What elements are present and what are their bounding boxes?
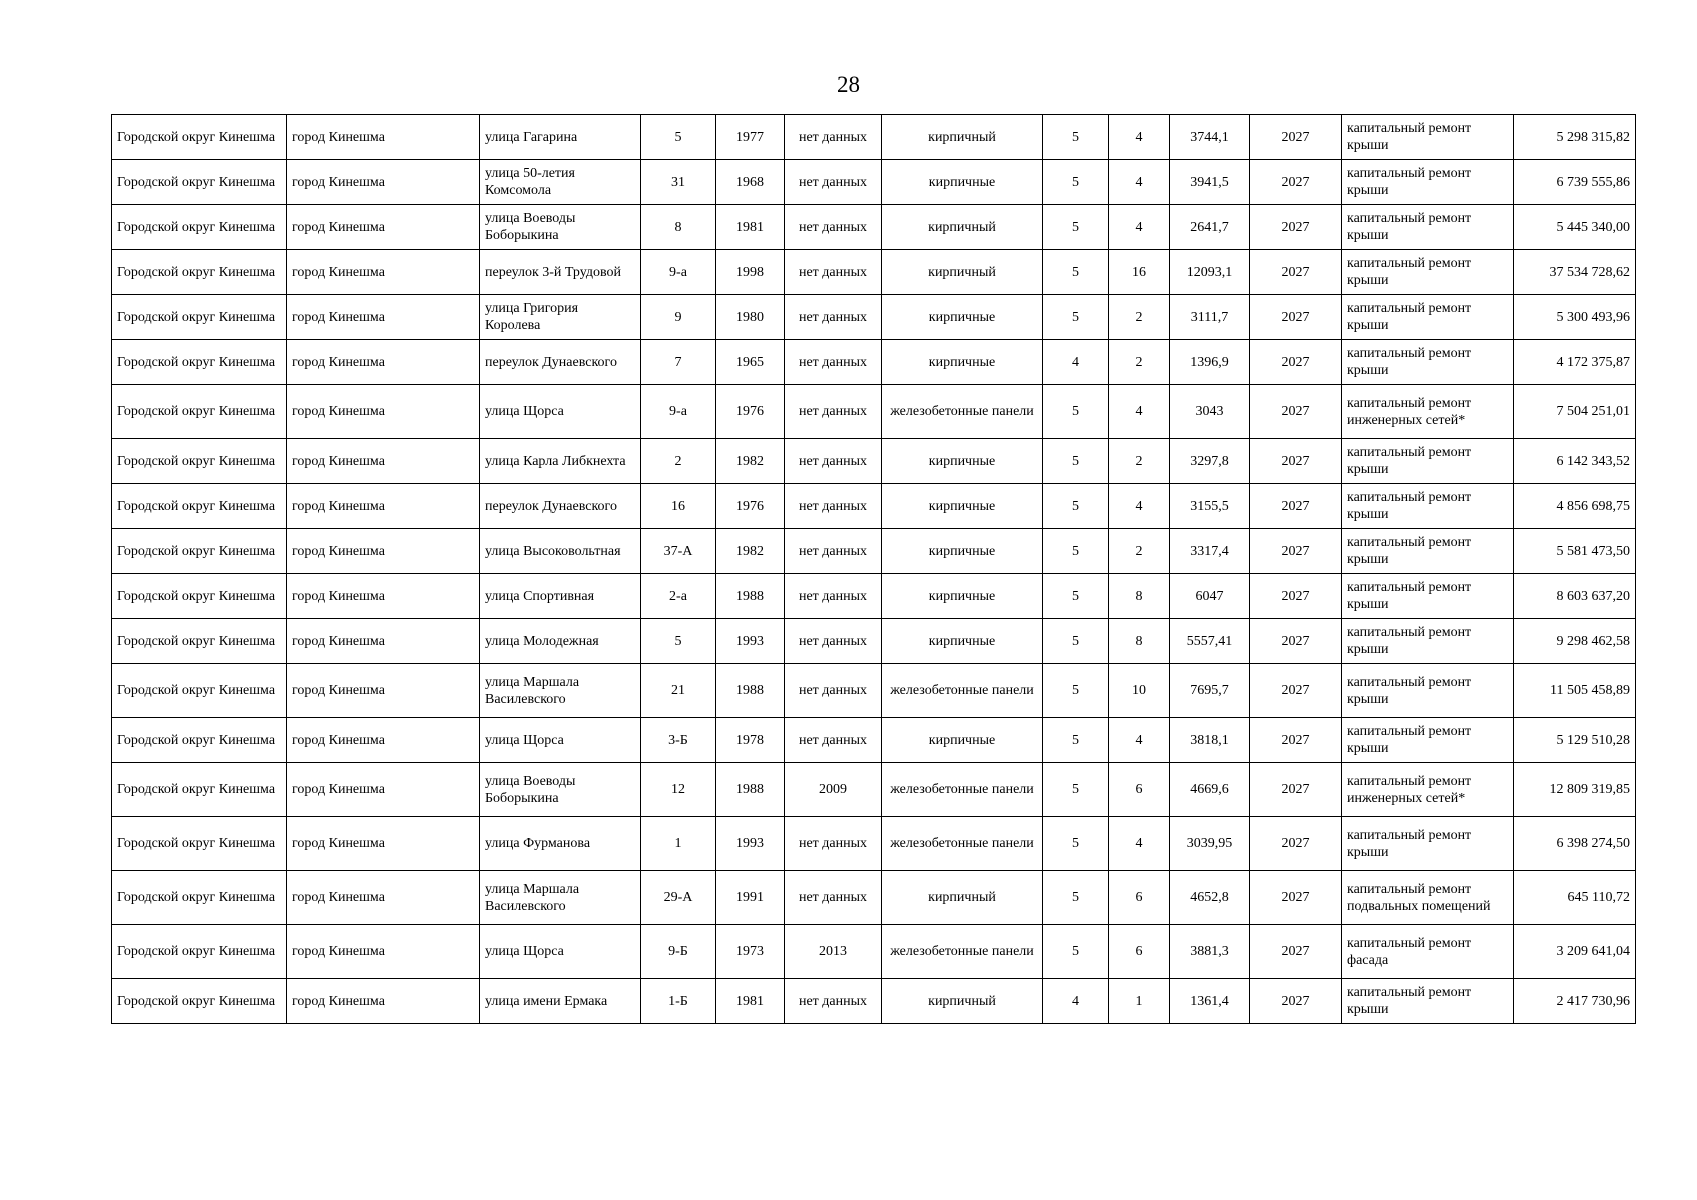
cell-area: 6047 — [1170, 574, 1250, 619]
cell-wall-material: кирпичные — [882, 160, 1043, 205]
table-row — [112, 979, 1636, 1024]
cell-okrug: Городской округ Кинешма — [112, 574, 287, 619]
cell-cost: 5 581 473,50 — [1514, 529, 1636, 574]
cell-house-number: 31 — [641, 160, 716, 205]
cell-plan-year: 2027 — [1250, 115, 1342, 160]
cell-house-number: 12 — [641, 763, 716, 817]
cell-okrug: Городской округ Кинешма — [112, 979, 287, 1024]
cell-year-overhaul: нет данных — [785, 340, 882, 385]
cell-cost: 4 172 375,87 — [1514, 340, 1636, 385]
cell-year-built: 1973 — [716, 925, 785, 979]
cell-year-built: 1978 — [716, 718, 785, 763]
cell-city: город Кинешма — [287, 385, 480, 439]
cell-wall-material: железобетонные панели — [882, 385, 1043, 439]
cell-city: город Кинешма — [287, 574, 480, 619]
cell-city: город Кинешма — [287, 295, 480, 340]
cell-okrug: Городской округ Кинешма — [112, 385, 287, 439]
cell-house-number: 1 — [641, 817, 716, 871]
cell-entrances: 8 — [1109, 619, 1170, 664]
cell-wall-material: кирпичный — [882, 205, 1043, 250]
cell-area: 1361,4 — [1170, 979, 1250, 1024]
table-row — [112, 763, 1636, 817]
cell-floors: 5 — [1043, 529, 1109, 574]
cell-wall-material: кирпичные — [882, 295, 1043, 340]
cell-year-built: 1991 — [716, 871, 785, 925]
cell-year-overhaul: нет данных — [785, 817, 882, 871]
cell-city: город Кинешма — [287, 979, 480, 1024]
cell-house-number: 9-а — [641, 385, 716, 439]
cell-city: город Кинешма — [287, 250, 480, 295]
table-row — [112, 529, 1636, 574]
page-number: 28 — [837, 72, 860, 97]
cell-year-built: 1993 — [716, 817, 785, 871]
cell-floors: 5 — [1043, 718, 1109, 763]
cell-house-number: 2 — [641, 439, 716, 484]
table-row — [112, 484, 1636, 529]
cell-work-type: капитальный ремонт крыши — [1342, 619, 1514, 664]
cell-city: город Кинешма — [287, 160, 480, 205]
cell-year-built: 1993 — [716, 619, 785, 664]
cell-city: город Кинешма — [287, 115, 480, 160]
cell-street: переулок Дунаевского — [480, 484, 641, 529]
cell-house-number: 5 — [641, 115, 716, 160]
cell-city: город Кинешма — [287, 484, 480, 529]
cell-street: улица Щорса — [480, 925, 641, 979]
cell-city: город Кинешма — [287, 619, 480, 664]
cell-cost: 5 445 340,00 — [1514, 205, 1636, 250]
cell-street: улица Спортивная — [480, 574, 641, 619]
cell-wall-material: кирпичный — [882, 979, 1043, 1024]
cell-work-type: капитальный ремонт подвальных помещений — [1342, 871, 1514, 925]
cell-house-number: 21 — [641, 664, 716, 718]
cell-cost: 645 110,72 — [1514, 871, 1636, 925]
cell-year-overhaul: нет данных — [785, 529, 882, 574]
table-row — [112, 160, 1636, 205]
cell-house-number: 9 — [641, 295, 716, 340]
cell-entrances: 4 — [1109, 160, 1170, 205]
cell-cost: 6 398 274,50 — [1514, 817, 1636, 871]
cell-year-overhaul: нет данных — [785, 160, 882, 205]
cell-work-type: капитальный ремонт крыши — [1342, 718, 1514, 763]
cell-plan-year: 2027 — [1250, 763, 1342, 817]
cell-floors: 5 — [1043, 871, 1109, 925]
cell-year-overhaul: нет данных — [785, 484, 882, 529]
cell-wall-material: кирпичные — [882, 439, 1043, 484]
cell-year-built: 1982 — [716, 529, 785, 574]
cell-okrug: Городской округ Кинешма — [112, 484, 287, 529]
cell-floors: 5 — [1043, 439, 1109, 484]
cell-street: улица Григория Королева — [480, 295, 641, 340]
cell-street: улица 50-летия Комсомола — [480, 160, 641, 205]
cell-area: 3155,5 — [1170, 484, 1250, 529]
cell-wall-material: кирпичные — [882, 340, 1043, 385]
cell-year-built: 1988 — [716, 664, 785, 718]
cell-plan-year: 2027 — [1250, 160, 1342, 205]
cell-year-built: 1982 — [716, 439, 785, 484]
cell-wall-material: железобетонные панели — [882, 763, 1043, 817]
cell-wall-material: кирпичный — [882, 250, 1043, 295]
cell-floors: 5 — [1043, 664, 1109, 718]
cell-street: улица Фурманова — [480, 817, 641, 871]
cell-street: улица Щорса — [480, 718, 641, 763]
cell-wall-material: железобетонные панели — [882, 664, 1043, 718]
table-row — [112, 385, 1636, 439]
cell-work-type: капитальный ремонт крыши — [1342, 160, 1514, 205]
cell-floors: 5 — [1043, 817, 1109, 871]
cell-house-number: 16 — [641, 484, 716, 529]
cell-work-type: капитальный ремонт инженерных сетей* — [1342, 385, 1514, 439]
cell-work-type: капитальный ремонт крыши — [1342, 529, 1514, 574]
cell-year-built: 1976 — [716, 385, 785, 439]
cell-entrances: 4 — [1109, 115, 1170, 160]
cell-street: улица Воеводы Боборыкина — [480, 763, 641, 817]
cell-cost: 2 417 730,96 — [1514, 979, 1636, 1024]
cell-entrances: 4 — [1109, 205, 1170, 250]
cell-year-overhaul: нет данных — [785, 574, 882, 619]
cell-area: 1396,9 — [1170, 340, 1250, 385]
cell-house-number: 2-а — [641, 574, 716, 619]
cell-plan-year: 2027 — [1250, 574, 1342, 619]
cell-wall-material: кирпичный — [882, 115, 1043, 160]
cell-street: улица Гагарина — [480, 115, 641, 160]
cell-work-type: капитальный ремонт крыши — [1342, 115, 1514, 160]
cell-work-type: капитальный ремонт крыши — [1342, 340, 1514, 385]
cell-work-type: капитальный ремонт крыши — [1342, 817, 1514, 871]
cell-year-overhaul: 2009 — [785, 763, 882, 817]
cell-street: улица Маршала Василевского — [480, 664, 641, 718]
cell-plan-year: 2027 — [1250, 439, 1342, 484]
cell-house-number: 5 — [641, 619, 716, 664]
cell-floors: 5 — [1043, 160, 1109, 205]
cell-year-built: 1981 — [716, 979, 785, 1024]
cell-area: 3881,3 — [1170, 925, 1250, 979]
cell-area: 7695,7 — [1170, 664, 1250, 718]
cell-year-overhaul: нет данных — [785, 250, 882, 295]
cell-work-type: капитальный ремонт крыши — [1342, 439, 1514, 484]
cell-street: улица Молодежная — [480, 619, 641, 664]
cell-street: улица Маршала Василевского — [480, 871, 641, 925]
cell-entrances: 10 — [1109, 664, 1170, 718]
cell-house-number: 9-Б — [641, 925, 716, 979]
cell-area: 12093,1 — [1170, 250, 1250, 295]
cell-year-built: 1976 — [716, 484, 785, 529]
cell-floors: 5 — [1043, 619, 1109, 664]
cell-house-number: 7 — [641, 340, 716, 385]
housing-registry-table — [111, 114, 1636, 1024]
cell-entrances: 2 — [1109, 439, 1170, 484]
cell-plan-year: 2027 — [1250, 484, 1342, 529]
cell-floors: 5 — [1043, 250, 1109, 295]
cell-plan-year: 2027 — [1250, 979, 1342, 1024]
cell-entrances: 4 — [1109, 385, 1170, 439]
cell-area: 4669,6 — [1170, 763, 1250, 817]
cell-area: 3317,4 — [1170, 529, 1250, 574]
cell-house-number: 8 — [641, 205, 716, 250]
cell-street: улица Щорса — [480, 385, 641, 439]
cell-floors: 5 — [1043, 763, 1109, 817]
cell-okrug: Городской округ Кинешма — [112, 250, 287, 295]
cell-house-number: 1-Б — [641, 979, 716, 1024]
cell-plan-year: 2027 — [1250, 619, 1342, 664]
cell-floors: 4 — [1043, 340, 1109, 385]
cell-plan-year: 2027 — [1250, 871, 1342, 925]
cell-cost: 5 298 315,82 — [1514, 115, 1636, 160]
cell-wall-material: кирпичный — [882, 871, 1043, 925]
cell-okrug: Городской округ Кинешма — [112, 439, 287, 484]
cell-work-type: капитальный ремонт крыши — [1342, 664, 1514, 718]
cell-cost: 9 298 462,58 — [1514, 619, 1636, 664]
cell-work-type: капитальный ремонт крыши — [1342, 295, 1514, 340]
cell-street: улица Карла Либкнехта — [480, 439, 641, 484]
cell-street: улица Высоковольтная — [480, 529, 641, 574]
cell-wall-material: кирпичные — [882, 529, 1043, 574]
cell-house-number: 3-Б — [641, 718, 716, 763]
cell-floors: 5 — [1043, 574, 1109, 619]
cell-cost: 6 739 555,86 — [1514, 160, 1636, 205]
table-row — [112, 619, 1636, 664]
cell-area: 3039,95 — [1170, 817, 1250, 871]
cell-entrances: 4 — [1109, 718, 1170, 763]
cell-plan-year: 2027 — [1250, 718, 1342, 763]
table-body — [112, 115, 1636, 1024]
cell-plan-year: 2027 — [1250, 529, 1342, 574]
cell-okrug: Городской округ Кинешма — [112, 619, 287, 664]
cell-year-built: 1977 — [716, 115, 785, 160]
cell-cost: 6 142 343,52 — [1514, 439, 1636, 484]
cell-house-number: 29-А — [641, 871, 716, 925]
cell-plan-year: 2027 — [1250, 295, 1342, 340]
cell-area: 3297,8 — [1170, 439, 1250, 484]
table-row — [112, 439, 1636, 484]
cell-area: 3043 — [1170, 385, 1250, 439]
table-row — [112, 925, 1636, 979]
table-row — [112, 871, 1636, 925]
cell-year-overhaul: нет данных — [785, 295, 882, 340]
cell-year-overhaul: нет данных — [785, 205, 882, 250]
cell-plan-year: 2027 — [1250, 205, 1342, 250]
cell-area: 2641,7 — [1170, 205, 1250, 250]
cell-city: город Кинешма — [287, 664, 480, 718]
cell-okrug: Городской округ Кинешма — [112, 817, 287, 871]
cell-entrances: 2 — [1109, 529, 1170, 574]
table-row — [112, 340, 1636, 385]
table-row — [112, 295, 1636, 340]
cell-floors: 5 — [1043, 385, 1109, 439]
cell-year-built: 1998 — [716, 250, 785, 295]
table-row — [112, 205, 1636, 250]
cell-cost: 7 504 251,01 — [1514, 385, 1636, 439]
cell-okrug: Городской округ Кинешма — [112, 295, 287, 340]
cell-cost: 11 505 458,89 — [1514, 664, 1636, 718]
table-row — [112, 250, 1636, 295]
cell-area: 5557,41 — [1170, 619, 1250, 664]
cell-floors: 5 — [1043, 205, 1109, 250]
cell-okrug: Городской округ Кинешма — [112, 160, 287, 205]
cell-work-type: капитальный ремонт инженерных сетей* — [1342, 763, 1514, 817]
cell-area: 4652,8 — [1170, 871, 1250, 925]
cell-cost: 5 300 493,96 — [1514, 295, 1636, 340]
cell-street: улица Воеводы Боборыкина — [480, 205, 641, 250]
cell-okrug: Городской округ Кинешма — [112, 763, 287, 817]
cell-year-built: 1965 — [716, 340, 785, 385]
cell-city: город Кинешма — [287, 529, 480, 574]
cell-year-built: 1980 — [716, 295, 785, 340]
cell-house-number: 37-А — [641, 529, 716, 574]
cell-year-built: 1988 — [716, 763, 785, 817]
cell-year-overhaul: нет данных — [785, 385, 882, 439]
cell-year-overhaul: нет данных — [785, 619, 882, 664]
cell-year-built: 1968 — [716, 160, 785, 205]
cell-okrug: Городской округ Кинешма — [112, 925, 287, 979]
cell-plan-year: 2027 — [1250, 250, 1342, 295]
table-row — [112, 817, 1636, 871]
cell-wall-material: кирпичные — [882, 619, 1043, 664]
cell-area: 3818,1 — [1170, 718, 1250, 763]
cell-work-type: капитальный ремонт фасада — [1342, 925, 1514, 979]
cell-entrances: 4 — [1109, 817, 1170, 871]
cell-okrug: Городской округ Кинешма — [112, 529, 287, 574]
cell-okrug: Городской округ Кинешма — [112, 205, 287, 250]
cell-floors: 5 — [1043, 295, 1109, 340]
cell-wall-material: железобетонные панели — [882, 817, 1043, 871]
cell-cost: 5 129 510,28 — [1514, 718, 1636, 763]
cell-wall-material: кирпичные — [882, 718, 1043, 763]
cell-cost: 37 534 728,62 — [1514, 250, 1636, 295]
cell-city: город Кинешма — [287, 340, 480, 385]
cell-cost: 3 209 641,04 — [1514, 925, 1636, 979]
cell-street: улица имени Ермака — [480, 979, 641, 1024]
cell-okrug: Городской округ Кинешма — [112, 340, 287, 385]
cell-year-overhaul: нет данных — [785, 718, 882, 763]
table-row — [112, 115, 1636, 160]
cell-floors: 5 — [1043, 115, 1109, 160]
cell-plan-year: 2027 — [1250, 817, 1342, 871]
cell-wall-material: железобетонные панели — [882, 925, 1043, 979]
cell-plan-year: 2027 — [1250, 925, 1342, 979]
cell-entrances: 6 — [1109, 871, 1170, 925]
cell-cost: 4 856 698,75 — [1514, 484, 1636, 529]
cell-entrances: 2 — [1109, 295, 1170, 340]
cell-plan-year: 2027 — [1250, 340, 1342, 385]
cell-city: город Кинешма — [287, 718, 480, 763]
table-row — [112, 664, 1636, 718]
cell-floors: 4 — [1043, 979, 1109, 1024]
cell-year-overhaul: нет данных — [785, 439, 882, 484]
cell-city: город Кинешма — [287, 925, 480, 979]
cell-area: 3744,1 — [1170, 115, 1250, 160]
cell-wall-material: кирпичные — [882, 484, 1043, 529]
cell-floors: 5 — [1043, 484, 1109, 529]
cell-city: город Кинешма — [287, 439, 480, 484]
cell-street: переулок Дунаевского — [480, 340, 641, 385]
cell-city: город Кинешма — [287, 763, 480, 817]
cell-entrances: 16 — [1109, 250, 1170, 295]
cell-year-overhaul: нет данных — [785, 115, 882, 160]
cell-street: переулок 3-й Трудовой — [480, 250, 641, 295]
cell-work-type: капитальный ремонт крыши — [1342, 250, 1514, 295]
cell-city: город Кинешма — [287, 871, 480, 925]
cell-entrances: 2 — [1109, 340, 1170, 385]
cell-year-built: 1981 — [716, 205, 785, 250]
cell-year-overhaul: нет данных — [785, 664, 882, 718]
cell-year-overhaul: нет данных — [785, 979, 882, 1024]
cell-floors: 5 — [1043, 925, 1109, 979]
cell-wall-material: кирпичные — [882, 574, 1043, 619]
table-row — [112, 718, 1636, 763]
cell-area: 3941,5 — [1170, 160, 1250, 205]
cell-plan-year: 2027 — [1250, 385, 1342, 439]
cell-year-built: 1988 — [716, 574, 785, 619]
cell-entrances: 1 — [1109, 979, 1170, 1024]
cell-okrug: Городской округ Кинешма — [112, 664, 287, 718]
cell-house-number: 9-а — [641, 250, 716, 295]
cell-work-type: капитальный ремонт крыши — [1342, 205, 1514, 250]
cell-year-overhaul: нет данных — [785, 871, 882, 925]
cell-entrances: 8 — [1109, 574, 1170, 619]
cell-okrug: Городской округ Кинешма — [112, 718, 287, 763]
cell-city: город Кинешма — [287, 205, 480, 250]
cell-year-overhaul: 2013 — [785, 925, 882, 979]
cell-entrances: 4 — [1109, 484, 1170, 529]
cell-cost: 8 603 637,20 — [1514, 574, 1636, 619]
cell-plan-year: 2027 — [1250, 664, 1342, 718]
cell-entrances: 6 — [1109, 925, 1170, 979]
table-row — [112, 574, 1636, 619]
cell-city: город Кинешма — [287, 817, 480, 871]
cell-area: 3111,7 — [1170, 295, 1250, 340]
cell-okrug: Городской округ Кинешма — [112, 115, 287, 160]
cell-work-type: капитальный ремонт крыши — [1342, 574, 1514, 619]
cell-work-type: капитальный ремонт крыши — [1342, 979, 1514, 1024]
cell-work-type: капитальный ремонт крыши — [1342, 484, 1514, 529]
cell-okrug: Городской округ Кинешма — [112, 871, 287, 925]
cell-entrances: 6 — [1109, 763, 1170, 817]
cell-cost: 12 809 319,85 — [1514, 763, 1636, 817]
